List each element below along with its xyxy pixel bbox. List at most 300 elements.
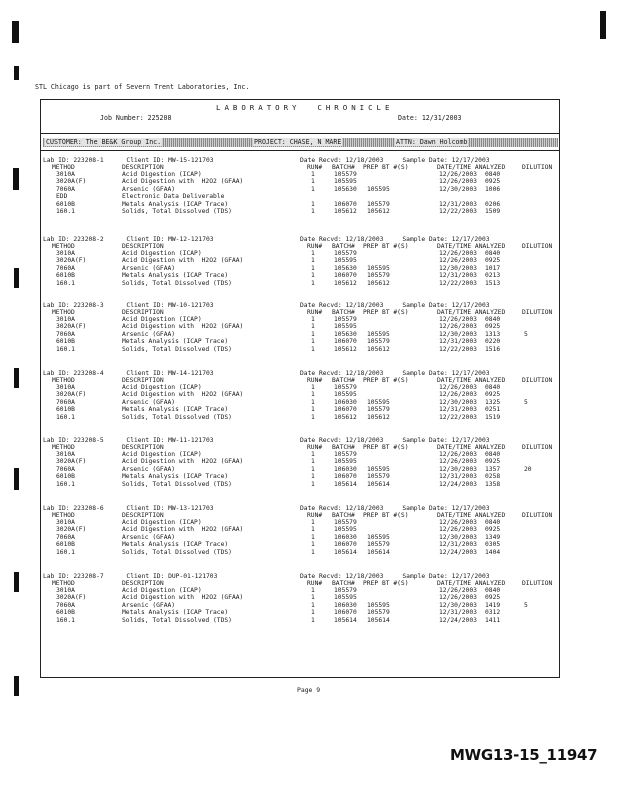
row-method: 6010B	[56, 406, 75, 414]
column-header-batch: BATCH#	[332, 580, 355, 587]
row-description: Acid Digestion (ICAP)	[122, 250, 202, 257]
row-date: 12/30/2003	[439, 398, 477, 406]
sample-received: Date Recvd: 12/18/2003 Sample Date: 12/17/2003	[300, 505, 490, 512]
row-prep: 105612	[367, 345, 390, 353]
row-method: 6010B	[56, 200, 75, 208]
row-batch: 105614	[334, 548, 357, 556]
row-date: 12/31/2003	[439, 406, 477, 414]
row-run: 1	[311, 272, 315, 280]
row-batch: 105579	[334, 384, 357, 391]
row-batch: 106070	[334, 338, 357, 346]
sample-header: Lab ID: 223208-4 Client ID: MW-14-121703	[43, 370, 214, 377]
row-method: 3010A	[56, 250, 75, 257]
row-date: 12/30/2003	[439, 330, 477, 338]
row-method: 3010A	[56, 587, 75, 594]
row-date: 12/31/2003	[439, 200, 477, 208]
row-description: Arsenic (GFAA)	[122, 465, 176, 473]
row-time: 0840	[485, 384, 501, 391]
row-date: 12/26/2003	[439, 178, 477, 186]
row-description: Solids, Total Dissolved (TDS)	[122, 616, 232, 624]
scan-mark	[14, 268, 19, 288]
row-time: 1411	[485, 616, 501, 624]
row-date: 12/22/2003	[439, 279, 477, 287]
row-time: 0925	[485, 391, 501, 399]
row-batch: 105612	[334, 413, 357, 421]
row-batch: 106030	[334, 398, 357, 406]
column-header-dilution: DILUTION	[522, 444, 553, 451]
row-time: 0312	[485, 609, 501, 617]
column-header-method: METHOD	[52, 309, 75, 316]
row-method: 3020A(F)	[56, 178, 87, 186]
column-header-batch: BATCH#	[332, 512, 355, 519]
row-date: 12/31/2003	[439, 473, 477, 481]
row-batch: 105579	[334, 250, 357, 257]
row-run: 1	[311, 480, 315, 488]
row-description: Electronic Data Deliverable	[122, 193, 225, 201]
row-method: 3010A	[56, 316, 75, 323]
row-run: 1	[311, 200, 315, 208]
row-method: 3020A(F)	[56, 391, 87, 399]
row-time: 1349	[485, 533, 501, 541]
customer-bar	[43, 138, 558, 147]
row-prep: 105579	[367, 406, 390, 414]
row-date: 12/30/2003	[439, 533, 477, 541]
row-time: 1513	[485, 279, 501, 287]
column-header-batch: BATCH#	[332, 243, 355, 250]
row-prep: 105595	[367, 398, 390, 406]
sample-header: Lab ID: 223208-5 Client ID: MW-11-121703	[43, 437, 214, 444]
sample-header: Lab ID: 223208-1 Client ID: MW-15-121703	[43, 157, 214, 164]
row-method: 6010B	[56, 609, 75, 617]
row-description: Acid Digestion with H2O2 (GFAA)	[122, 594, 244, 602]
row-date: 12/26/2003	[439, 384, 477, 391]
row-prep: 105612	[367, 413, 390, 421]
row-method: 160.1	[56, 208, 75, 215]
sample-header: Lab ID: 223208-6 Client ID: MW-13-121703	[43, 505, 214, 512]
row-time: 0840	[485, 171, 501, 178]
header-rule	[40, 133, 560, 134]
row-date: 12/26/2003	[439, 519, 477, 526]
column-header-datetime: DATE/TIME ANALYZED	[437, 580, 506, 587]
row-method: 7060A	[56, 533, 75, 541]
row-method: 7060A	[56, 330, 75, 338]
row-batch: 106070	[334, 541, 357, 549]
row-batch: 105595	[334, 323, 357, 331]
row-batch: 105614	[334, 616, 357, 624]
row-batch: 106070	[334, 473, 357, 481]
row-date: 12/26/2003	[439, 526, 477, 534]
column-header-batch: BATCH#	[332, 444, 355, 451]
row-method: 160.1	[56, 616, 75, 624]
column-header-run: RUN#	[307, 243, 323, 250]
column-header-prep: PREP BT #(S)	[363, 164, 409, 171]
row-prep: 105614	[367, 616, 390, 624]
row-method: 3020A(F)	[56, 323, 87, 331]
row-description: Acid Digestion (ICAP)	[122, 451, 202, 458]
row-run: 1	[311, 208, 315, 215]
row-prep: 105614	[367, 548, 390, 556]
row-time: 1519	[485, 413, 501, 421]
row-run: 1	[311, 406, 315, 414]
column-header-dilution: DILUTION	[522, 377, 553, 384]
row-date: 12/26/2003	[439, 451, 477, 458]
column-header-description: DESCRIPTION	[122, 580, 164, 587]
row-batch: 106030	[334, 601, 357, 609]
column-header-run: RUN#	[307, 444, 323, 451]
row-time: 0925	[485, 526, 501, 534]
column-header-method: METHOD	[52, 580, 75, 587]
column-header-description: DESCRIPTION	[122, 377, 164, 384]
row-run: 1	[311, 250, 315, 257]
sample-received: Date Recvd: 12/18/2003 Sample Date: 12/17/2003	[300, 236, 490, 243]
row-time: 1313	[485, 330, 501, 338]
row-batch: 106070	[334, 272, 357, 280]
row-run: 1	[311, 587, 315, 594]
row-description: Metals Analysis (ICAP Trace)	[122, 406, 229, 414]
project-name: PROJECT: CHASE, N MARE	[254, 138, 342, 146]
row-method: 3010A	[56, 171, 75, 178]
row-time: 0258	[485, 473, 501, 481]
scan-mark	[14, 66, 19, 80]
row-method: 3020A(F)	[56, 257, 87, 265]
row-batch: 105579	[334, 451, 357, 458]
row-description: Acid Digestion (ICAP)	[122, 171, 202, 178]
row-prep: 105579	[367, 609, 390, 617]
column-header-datetime: DATE/TIME ANALYZED	[437, 377, 506, 384]
column-header-batch: BATCH#	[332, 309, 355, 316]
row-time: 0220	[485, 338, 501, 346]
scan-mark	[13, 168, 19, 190]
row-time: 0925	[485, 458, 501, 466]
row-date: 12/30/2003	[439, 465, 477, 473]
row-time: 0206	[485, 200, 501, 208]
column-header-run: RUN#	[307, 309, 323, 316]
customer-rule	[40, 150, 560, 151]
document-id: MWG13-15_11947	[450, 746, 598, 764]
report-right-rule	[559, 99, 560, 677]
row-method: 3010A	[56, 519, 75, 526]
row-time: 0213	[485, 272, 501, 280]
row-description: Arsenic (GFAA)	[122, 330, 176, 338]
row-time: 1509	[485, 208, 501, 215]
row-run: 1	[311, 548, 315, 556]
column-header-run: RUN#	[307, 580, 323, 587]
column-header-dilution: DILUTION	[522, 512, 553, 519]
row-method: 160.1	[56, 480, 75, 488]
row-prep: 105595	[367, 465, 390, 473]
row-method: 6010B	[56, 338, 75, 346]
scan-mark	[14, 368, 19, 388]
row-prep: 105595	[367, 185, 390, 193]
sample-received: Date Recvd: 12/18/2003 Sample Date: 12/17/2003	[300, 302, 490, 309]
row-batch: 105612	[334, 208, 357, 215]
row-batch: 105595	[334, 178, 357, 186]
row-time: 0840	[485, 250, 501, 257]
sample-header: Lab ID: 223208-3 Client ID: MW-10-121703	[43, 302, 214, 309]
row-time: 1404	[485, 548, 501, 556]
row-description: Solids, Total Dissolved (TDS)	[122, 279, 232, 287]
scan-mark	[14, 676, 19, 696]
column-header-description: DESCRIPTION	[122, 309, 164, 316]
column-header-dilution: DILUTION	[522, 243, 553, 250]
row-run: 1	[311, 594, 315, 602]
row-prep: 105595	[367, 330, 390, 338]
row-method: 7060A	[56, 601, 75, 609]
column-header-description: DESCRIPTION	[122, 512, 164, 519]
row-description: Solids, Total Dissolved (TDS)	[122, 208, 232, 215]
row-date: 12/22/2003	[439, 345, 477, 353]
report-left-rule	[40, 99, 41, 677]
row-dilution: 5	[524, 330, 528, 338]
column-header-datetime: DATE/TIME ANALYZED	[437, 243, 506, 250]
row-batch: 105595	[334, 526, 357, 534]
row-run: 1	[311, 330, 315, 338]
row-run: 1	[311, 413, 315, 421]
row-dilution: 5	[524, 601, 528, 609]
row-time: 0840	[485, 316, 501, 323]
row-batch: 105579	[334, 316, 357, 323]
row-run: 1	[311, 338, 315, 346]
row-date: 12/24/2003	[439, 616, 477, 624]
row-date: 12/30/2003	[439, 264, 477, 272]
row-time: 1017	[485, 264, 501, 272]
row-run: 1	[311, 171, 315, 178]
row-date: 12/26/2003	[439, 257, 477, 265]
row-method: 160.1	[56, 345, 75, 353]
row-run: 1	[311, 316, 315, 323]
row-prep: 105579	[367, 200, 390, 208]
column-header-datetime: DATE/TIME ANALYZED	[437, 512, 506, 519]
row-time: 0840	[485, 451, 501, 458]
sample-received: Date Recvd: 12/18/2003 Sample Date: 12/17/2003	[300, 573, 490, 580]
column-header-prep: PREP BT #(S)	[363, 309, 409, 316]
column-header-method: METHOD	[52, 243, 75, 250]
column-header-prep: PREP BT #(S)	[363, 377, 409, 384]
row-description: Acid Digestion with H2O2 (GFAA)	[122, 458, 244, 466]
row-time: 1419	[485, 601, 501, 609]
row-date: 12/31/2003	[439, 272, 477, 280]
row-run: 1	[311, 526, 315, 534]
scan-mark	[14, 468, 19, 490]
column-header-run: RUN#	[307, 377, 323, 384]
scan-mark	[12, 21, 19, 43]
row-description: Arsenic (GFAA)	[122, 264, 176, 272]
row-run: 1	[311, 519, 315, 526]
row-description: Solids, Total Dissolved (TDS)	[122, 345, 232, 353]
column-header-method: METHOD	[52, 377, 75, 384]
column-header-prep: PREP BT #(S)	[363, 512, 409, 519]
row-description: Acid Digestion with H2O2 (GFAA)	[122, 391, 244, 399]
row-description: Metals Analysis (ICAP Trace)	[122, 473, 229, 481]
row-run: 1	[311, 609, 315, 617]
row-batch: 106070	[334, 609, 357, 617]
row-description: Acid Digestion with H2O2 (GFAA)	[122, 323, 244, 331]
row-method: EDD	[56, 193, 68, 201]
row-time: 0251	[485, 406, 501, 414]
row-description: Solids, Total Dissolved (TDS)	[122, 413, 232, 421]
row-date: 12/31/2003	[439, 338, 477, 346]
row-batch: 105614	[334, 480, 357, 488]
column-header-dilution: DILUTION	[522, 309, 553, 316]
row-batch: 105579	[334, 587, 357, 594]
row-run: 1	[311, 533, 315, 541]
attention-name: ATTN: Dawn Holcomb	[396, 138, 468, 146]
row-batch: 106070	[334, 200, 357, 208]
row-date: 12/26/2003	[439, 316, 477, 323]
row-description: Metals Analysis (ICAP Trace)	[122, 338, 229, 346]
sample-received: Date Recvd: 12/18/2003 Sample Date: 12/17/2003	[300, 370, 490, 377]
row-run: 1	[311, 451, 315, 458]
row-batch: 105595	[334, 458, 357, 466]
row-run: 1	[311, 384, 315, 391]
row-prep: 105614	[367, 480, 390, 488]
row-method: 160.1	[56, 548, 75, 556]
row-dilution: 20	[524, 465, 532, 473]
row-prep: 105595	[367, 264, 390, 272]
column-header-description: DESCRIPTION	[122, 444, 164, 451]
row-method: 7060A	[56, 465, 75, 473]
row-time: 1358	[485, 480, 501, 488]
row-time: 0925	[485, 323, 501, 331]
row-date: 12/31/2003	[439, 609, 477, 617]
lab-note: STL Chicago is part of Severn Trent Laboratories, Inc.	[35, 83, 250, 91]
row-date: 12/26/2003	[439, 391, 477, 399]
row-batch: 105630	[334, 264, 357, 272]
job-number: Job Number: 225208	[100, 114, 172, 122]
row-date: 12/26/2003	[439, 171, 477, 178]
row-date: 12/26/2003	[439, 323, 477, 331]
column-header-batch: BATCH#	[332, 164, 355, 171]
row-description: Acid Digestion with H2O2 (GFAA)	[122, 257, 244, 265]
row-date: 12/26/2003	[439, 458, 477, 466]
row-run: 1	[311, 601, 315, 609]
row-prep: 105612	[367, 208, 390, 215]
report-date: Date: 12/31/2003	[398, 114, 462, 122]
column-header-prep: PREP BT #(S)	[363, 580, 409, 587]
row-run: 1	[311, 185, 315, 193]
row-prep: 105579	[367, 272, 390, 280]
row-date: 12/22/2003	[439, 208, 477, 215]
page-number: Page 9	[297, 686, 321, 694]
row-time: 0925	[485, 178, 501, 186]
report-top-rule	[40, 99, 560, 100]
row-run: 1	[311, 264, 315, 272]
row-prep: 105579	[367, 338, 390, 346]
row-method: 7060A	[56, 264, 75, 272]
row-batch: 106070	[334, 406, 357, 414]
column-header-prep: PREP BT #(S)	[363, 444, 409, 451]
row-time: 1006	[485, 185, 501, 193]
row-batch: 105579	[334, 519, 357, 526]
row-time: 1516	[485, 345, 501, 353]
row-dilution: 5	[524, 398, 528, 406]
row-run: 1	[311, 257, 315, 265]
row-description: Acid Digestion (ICAP)	[122, 384, 202, 391]
row-run: 1	[311, 391, 315, 399]
row-time: 0925	[485, 594, 501, 602]
row-method: 3020A(F)	[56, 594, 87, 602]
row-date: 12/26/2003	[439, 587, 477, 594]
row-batch: 105612	[334, 345, 357, 353]
row-description: Arsenic (GFAA)	[122, 398, 176, 406]
column-header-method: METHOD	[52, 444, 75, 451]
row-method: 7060A	[56, 185, 75, 193]
row-description: Arsenic (GFAA)	[122, 601, 176, 609]
row-description: Metals Analysis (ICAP Trace)	[122, 609, 229, 617]
row-time: 0840	[485, 519, 501, 526]
row-method: 6010B	[56, 541, 75, 549]
row-batch: 105595	[334, 594, 357, 602]
scan-mark	[600, 11, 606, 39]
column-header-method: METHOD	[52, 512, 75, 519]
row-date: 12/22/2003	[439, 413, 477, 421]
row-date: 12/24/2003	[439, 548, 477, 556]
column-header-dilution: DILUTION	[522, 580, 553, 587]
row-method: 3020A(F)	[56, 526, 87, 534]
row-run: 1	[311, 473, 315, 481]
row-run: 1	[311, 398, 315, 406]
row-batch: 105579	[334, 171, 357, 178]
row-time: 0925	[485, 257, 501, 265]
sample-received: Date Recvd: 12/18/2003 Sample Date: 12/17/2003	[300, 157, 490, 164]
column-header-datetime: DATE/TIME ANALYZED	[437, 309, 506, 316]
row-date: 12/30/2003	[439, 601, 477, 609]
row-time: 0305	[485, 541, 501, 549]
row-run: 1	[311, 616, 315, 624]
row-description: Metals Analysis (ICAP Trace)	[122, 200, 229, 208]
row-prep: 105579	[367, 541, 390, 549]
row-prep: 105595	[367, 533, 390, 541]
row-run: 1	[311, 323, 315, 331]
row-description: Acid Digestion (ICAP)	[122, 587, 202, 594]
row-run: 1	[311, 458, 315, 466]
column-header-prep: PREP BT #(S)	[363, 243, 409, 250]
row-date: 12/26/2003	[439, 594, 477, 602]
row-method: 160.1	[56, 413, 75, 421]
column-header-datetime: DATE/TIME ANALYZED	[437, 444, 506, 451]
row-method: 6010B	[56, 272, 75, 280]
row-date: 12/24/2003	[439, 480, 477, 488]
sample-received: Date Recvd: 12/18/2003 Sample Date: 12/17/2003	[300, 437, 490, 444]
report-bottom-rule	[40, 677, 560, 678]
row-description: Metals Analysis (ICAP Trace)	[122, 541, 229, 549]
row-method: 7060A	[56, 398, 75, 406]
row-method: 3010A	[56, 384, 75, 391]
row-date: 12/31/2003	[439, 541, 477, 549]
row-description: Solids, Total Dissolved (TDS)	[122, 480, 232, 488]
row-prep: 105579	[367, 473, 390, 481]
customer-name: CUSTOMER: The BE&K Group Inc.	[46, 138, 162, 146]
row-description: Arsenic (GFAA)	[122, 533, 176, 541]
row-method: 3010A	[56, 451, 75, 458]
row-batch: 105630	[334, 185, 357, 193]
column-header-dilution: DILUTION	[522, 164, 553, 171]
column-header-description: DESCRIPTION	[122, 243, 164, 250]
row-description: Arsenic (GFAA)	[122, 185, 176, 193]
scan-mark	[14, 572, 19, 592]
row-prep: 105612	[367, 279, 390, 287]
row-time: 0840	[485, 587, 501, 594]
row-run: 1	[311, 541, 315, 549]
row-run: 1	[311, 465, 315, 473]
row-description: Solids, Total Dissolved (TDS)	[122, 548, 232, 556]
row-method: 6010B	[56, 473, 75, 481]
row-run: 1	[311, 178, 315, 186]
row-description: Acid Digestion with H2O2 (GFAA)	[122, 526, 244, 534]
row-batch: 105595	[334, 391, 357, 399]
column-header-description: DESCRIPTION	[122, 164, 164, 171]
row-time: 1357	[485, 465, 501, 473]
